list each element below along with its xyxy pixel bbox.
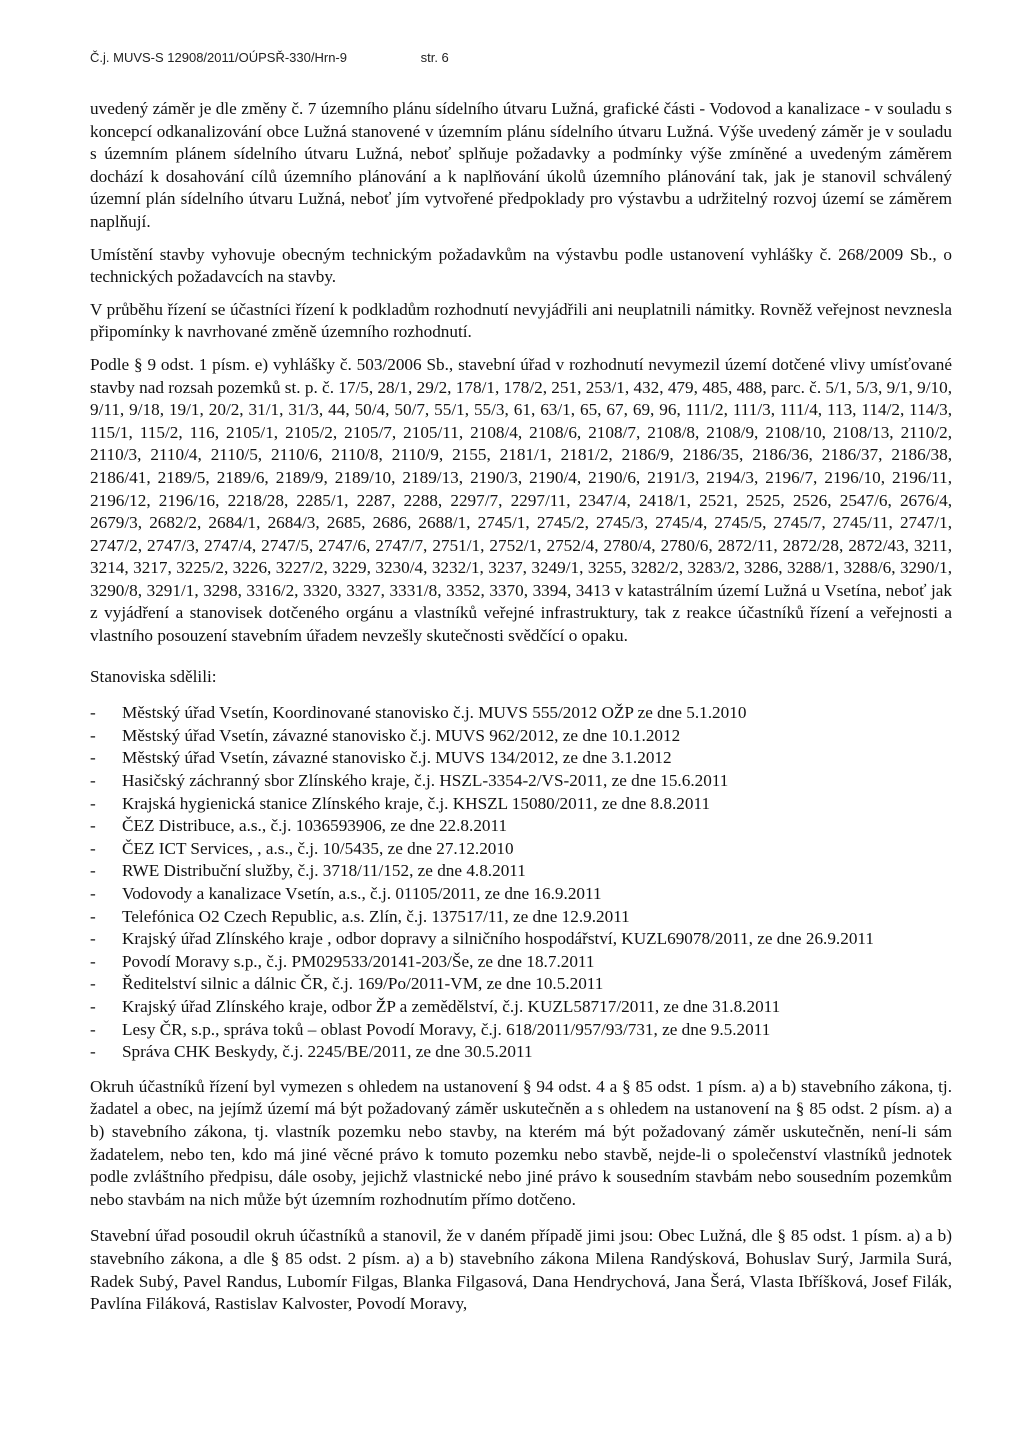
stanovisko-text: Městský úřad Vsetín, závazné stanovisko č.j. MUVS 962/2012, ze dne 10.1.2012 — [122, 725, 681, 745]
stanovisko-item — [90, 860, 952, 883]
stanovisko-text: Telefónica O2 Czech Republic, a.s. Zlín, č.j. 137517/11, ze dne 12.9.2011 — [122, 906, 630, 926]
paragraph-ucastnici: Stavební úřad posoudil okruh účastníků a stanovil, že v daném případě jimi jsou: Obec Lužná, dle § 85 odst. 1 písm. a) a b) stavebního zákona, a dle § 85 odst. 2 písm. a) a b) stavebního zákona Milena Randýsková, Bohuslav Surý, Jarmila Surá, Radek Subý, Pavel Randus, Lubomír Filgas, Blanka Filgasová, Dana Hendrychová, Jana Šerá, Vlasta Ibříšková, Josef Filák, Pavlína Filáková, Rastislav Kalvoster, Povodí Moravy, — [90, 1226, 952, 1314]
list-dash: - — [90, 929, 96, 949]
stanovisko-item — [90, 906, 952, 929]
paragraph-namitky: V průběhu řízení se účastníci řízení k podkladům rozhodnutí nevyjádřili ani neuplatnili námitky. Rovněž veřejnost nevznesla připomínky k navrhované změně územního rozhodnutí. — [90, 299, 952, 342]
stanovisko-item — [90, 815, 952, 838]
stanovisko-item — [90, 1041, 952, 1064]
reference-number: Č.j. MUVS-S 12908/2011/OÚPSŘ-330/Hrn-9 — [90, 50, 347, 65]
list-dash: - — [90, 816, 96, 836]
paragraph-okruh-ucastniku: Okruh účastníků řízení byl vymezen s ohledem na ustanovení § 94 odst. 4 a § 85 odst. 1 písm. a) a b) stavebního zákona, tj. žadatel a obec, na jejímž území má být požadovaný záměr uskutečněn a s ohledem na ustanovení na § 85 odst. 2 písm. a) a b) stavebního zákona, tj. vlastník pozemku nebo stavby, na kterém má být požadovaný záměr uskutečněn, není-li sám žadatelem, nebo ten, kdo má jiné věcné právo k tomuto pozemku nebo stavbě, nejde-li o společenství vlastníků jednotek podle zvláštního předpisu, dále osoby, jejichž vlastnické nebo jiné právo k sousedním stavbám nebo sousedním pozemkům nebo stavbám na nich může být územním rozhodnutím přímo dotčeno. — [90, 1076, 952, 1209]
stanoviska-heading: Stanoviska sdělili: — [90, 666, 217, 686]
list-dash: - — [90, 725, 96, 745]
document-body — [90, 98, 952, 1326]
paragraph-zamer: uvedený záměr je dle změny č. 7 územního plánu sídelního útvaru Lužná, grafické části - Vodovod a kanalizace - v souladu s koncepcí odkanalizování obce Lužná stanovené v územním plánu sídelního útvaru Lužná. Výše uvedený záměr je v souladu s územním plánem sídelního útvaru Lužná, neboť splňuje požadavky a podmínky výše zmíněné a uvedeným záměrem dochází k dosahování cílů územního plánování a k naplňování úkolů územního plánování tak, jak je stanovil schválený územní plán sídelního útvaru Lužná, neboť jím vytvořené předpoklady pro výstavbu a udržitelný rozvoj území se záměrem naplňují. — [90, 99, 952, 231]
stanovisko-item — [90, 770, 952, 793]
stanovisko-item — [90, 838, 952, 861]
list-dash: - — [90, 793, 96, 813]
stanovisko-item — [90, 928, 952, 951]
stanovisko-text: ČEZ ICT Services, , a.s., č.j. 10/5435, ze dne 27.12.2010 — [122, 838, 514, 858]
paragraph-dotcene-uzemi: Podle § 9 odst. 1 písm. e) vyhlášky č. 503/2006 Sb., stavební úřad v rozhodnutí nevymezil území dotčené vlivy umísťované stavby nad rozsah pozemků st. p. č. 17/5, 28/1, 29/2, 178/1, 178/2, 251, 253/1, 432, 479, 485, 488, parc. č. 5/1, 5/3, 9/1, 9/10, 9/11, 9/18, 19/1, 20/2, 31/1, 31/3, 44, 50/4, 50/7, 55/1, 55/3, 61, 63/1, 65, 67, 69, 96, 111/2, 111/3, 111/4, 113, 114/2, 114/3, 115/1, 115/2, 116, 2105/1, 2105/2, 2105/7, 2105/11, 2108/4, 2108/6, 2108/7, 2108/8, 2108/9, 2108/10, 2108/13, 2110/2, 2110/3, 2110/4, 2110/5, 2110/6, 2110/8, 2110/9, 2155, 2181/1, 2181/2, 2186/9, 2186/35, 2186/36, 2186/37, 2186/38, 2186/41, 2189/5, 2189/6, 2189/9, 2189/10, 2189/13, 2190/3, 2190/4, 2190/6, 2191/3, 2194/3, 2196/7, 2196/10, 2196/11, 2196/12, 2196/16, 2218/28, 2285/1, 2287, 2288, 2297/7, 2297/11, 2347/4, 2418/1, 2521, 2525, 2526, 2547/6, 2676/4, 2679/3, 2682/2, 2684/1, 2684/3, 2685, 2686, 2688/1, 2745/1, 2745/2, 2745/3, 2745/4, 2745/5, 2745/7, 2745/11, 2747/1, 2747/2, 2747/3, 2747/4, 2747/5, 2747/6, 2747/7, 2751/1, 2752/1, 2752/4, 2780/4, 2780/6, 2872/11, 2872/28, 2872/43, 3211, 3214, 3217, 3225/2, 3226, 3227/2, 3229, 3230/4, 3232/1, 3237, 3249/1, 3255, 3282/2, 3283/2, 3286, 3288/1, 3288/6, 3290/1, 3290/8, 3291/1, 3298, 3316/2, 3320, 3327, 3331/8, 3352, 3370, 3394, 3413 v katastrálním území Lužná u Vsetína, neboť jak z vyjádření a stanovisek dotčeného orgánu a vlastníků veřejné infrastruktury, tak z reakce účastníků řízení a veřejnosti a vlastního posouzení stavebním úřadem nevzešly skutečnosti svědčící o opaku. — [90, 354, 952, 646]
list-dash: - — [90, 951, 96, 971]
stanovisko-text: Ředitelství silnic a dálnic ČR, č.j. 169/Po/2011-VM, ze dne 10.5.2011 — [122, 974, 604, 994]
list-dash: - — [90, 1019, 96, 1039]
stanovisko-item — [90, 996, 952, 1019]
stanovisko-item — [90, 973, 952, 996]
stanovisko-text: Povodí Moravy s.p., č.j. PM029533/20141-203/Še, ze dne 18.7.2011 — [122, 951, 595, 971]
list-dash: - — [90, 861, 96, 881]
stanovisko-text: Krajská hygienická stanice Zlínského kraje, č.j. KHSZL 15080/2011, ze dne 8.8.2011 — [122, 793, 711, 813]
page-number: str. 6 — [420, 50, 449, 65]
list-dash: - — [90, 838, 96, 858]
list-dash: - — [90, 974, 96, 994]
stanoviska-list — [90, 702, 952, 1064]
stanovisko-text: Vodovody a kanalizace Vsetín, a.s., č.j. 01105/2011, ze dne 16.9.2011 — [122, 884, 602, 903]
paragraph-technicke-pozadavky: Umístění stavby vyhovuje obecným technickým požadavkům na výstavbu podle ustanovení vyhlášky č. 268/2009 Sb., o technických požadavcích na stavby. — [90, 244, 952, 287]
list-dash: - — [90, 996, 96, 1016]
list-dash: - — [90, 1042, 96, 1062]
list-dash: - — [90, 884, 96, 903]
stanovisko-text: ČEZ Distribuce, a.s., č.j. 1036593906, ze dne 22.8.2011 — [122, 816, 508, 836]
stanovisko-text: Lesy ČR, s.p., správa toků – oblast Povodí Moravy, č.j. 618/2011/957/93/731, ze dne 9.5.2011 — [122, 1019, 771, 1039]
stanovisko-item — [90, 1019, 952, 1042]
stanovisko-text: Městský úřad Vsetín, Koordinované stanovisko č.j. MUVS 555/2012 OŽP ze dne 5.1.2010 — [122, 703, 747, 723]
stanovisko-item — [90, 951, 952, 974]
stanovisko-text: Krajský úřad Zlínského kraje, odbor ŽP a zemědělství, č.j. KUZL58717/2011, ze dne 31.8.2011 — [122, 996, 781, 1016]
stanovisko-item — [90, 747, 952, 770]
list-dash: - — [90, 748, 96, 768]
stanovisko-text: Krajský úřad Zlínského kraje , odbor dopravy a silničního hospodářství, KUZL69078/2011, ze dne 26.9.2011 — [122, 929, 874, 949]
stanovisko-text: Městský úřad Vsetín, závazné stanovisko č.j. MUVS 134/2012, ze dne 3.1.2012 — [122, 748, 672, 768]
list-dash: - — [90, 906, 96, 926]
stanovisko-text: Hasičský záchranný sbor Zlínského kraje, č.j. HSZL-3354-2/VS-2011, ze dne 15.6.2011 — [122, 771, 729, 791]
list-dash: - — [90, 771, 96, 791]
list-dash: - — [90, 703, 96, 723]
stanovisko-item — [90, 883, 952, 906]
stanovisko-item — [90, 725, 952, 748]
stanovisko-item — [90, 793, 952, 816]
stanovisko-text: RWE Distribuční služby, č.j. 3718/11/152, ze dne 4.8.2011 — [122, 861, 526, 881]
page-header — [90, 50, 449, 65]
stanovisko-text: Správa CHK Beskydy, č.j. 2245/BE/2011, ze dne 30.5.2011 — [122, 1042, 533, 1062]
stanovisko-item — [90, 702, 952, 725]
